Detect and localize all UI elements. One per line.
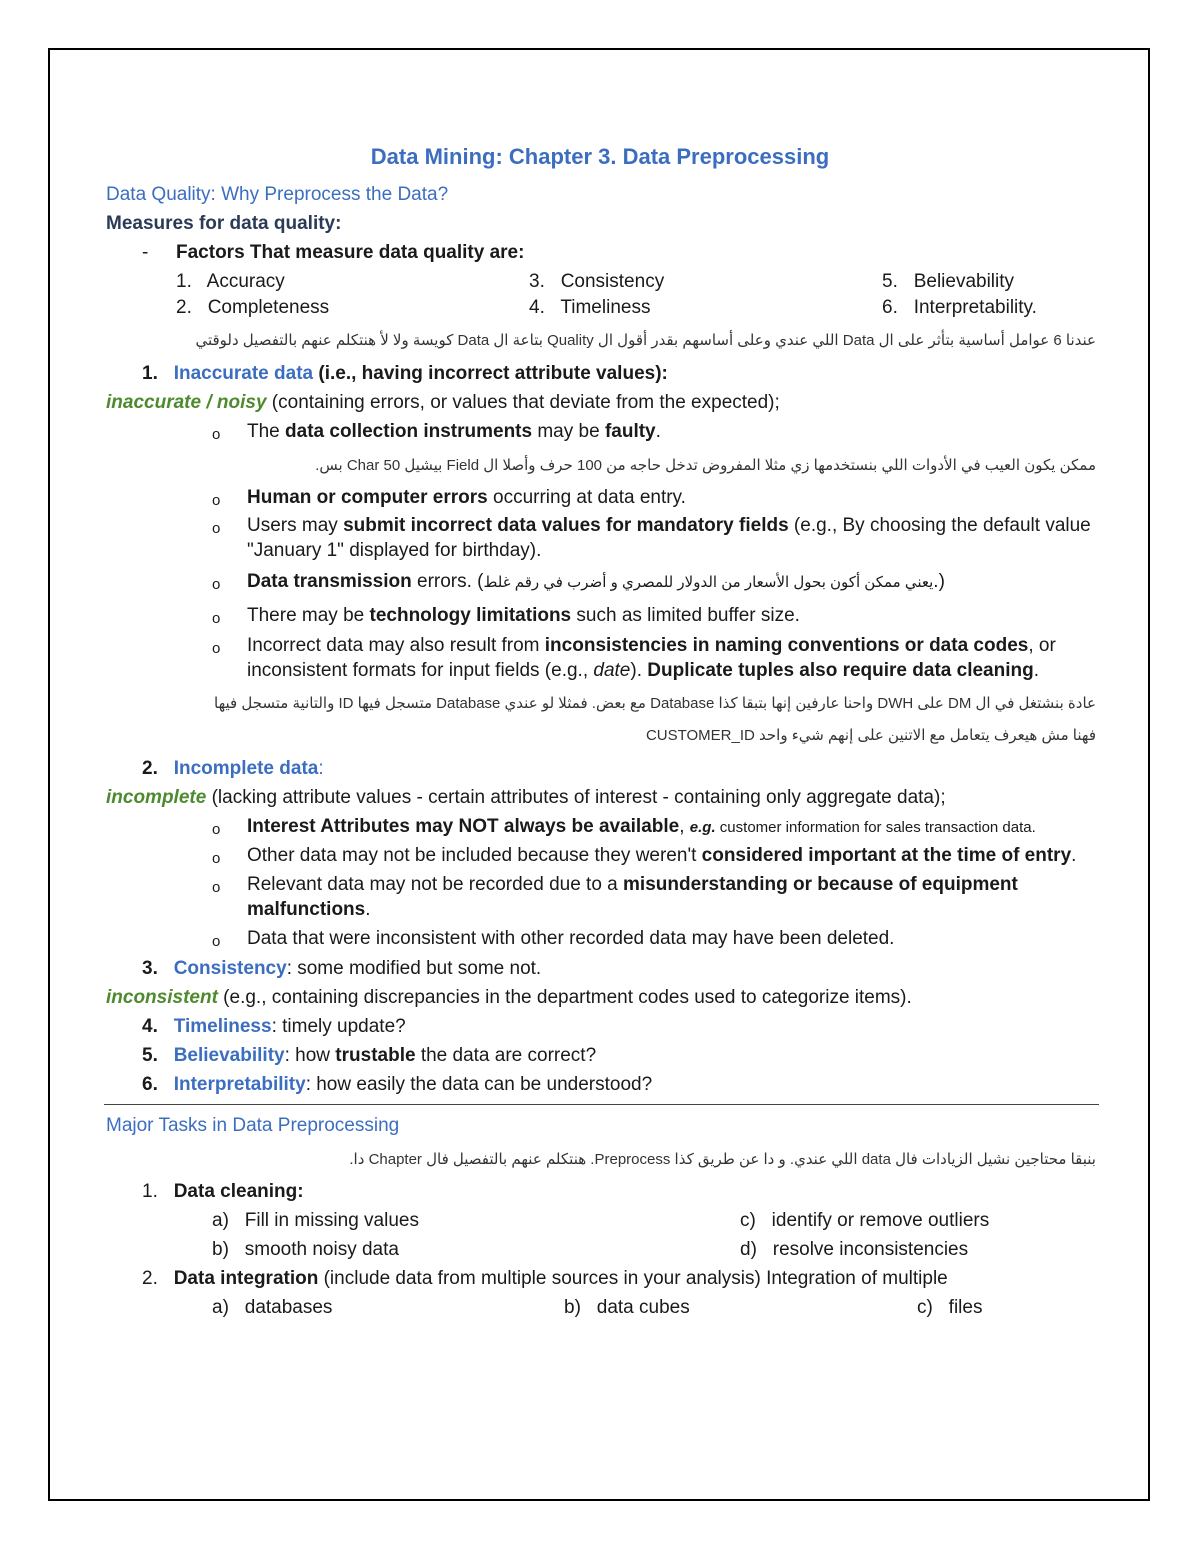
task-sub-item: b) data cubes <box>564 1297 690 1318</box>
arabic-note-instruments: ممكن يكون العيب في الأدوات اللي بنستخدمها زي مثلا المفروض تدخل حاجه من 100 حرف وأصلا ال Field بيشيل 50 Char بس. <box>315 457 1096 474</box>
bullet-human-errors: Human or computer errors occurring at data entry. <box>247 487 686 508</box>
bullet-transmission: Data transmission errors. (يعني ممكن أكون بحول الأسعار من الدولار للمصري و أضرب في رقم غلط.) <box>247 571 945 592</box>
measures-heading: Measures for data quality: <box>106 213 342 234</box>
bullet-icon: o <box>212 610 221 627</box>
bullet-icon: o <box>212 492 221 509</box>
bullet-mandatory-fields-cont: "January 1" displayed for birthday). <box>247 540 542 561</box>
bullet-icon: o <box>212 640 221 657</box>
task-sub-item: b) smooth noisy data <box>212 1239 399 1260</box>
bullet-icon: o <box>212 576 221 593</box>
bullet-naming-cont: inconsistent formats for input fields (e.g., date). Duplicate tuples also require data cleaning. <box>247 660 1039 681</box>
task-data-integration: 2. Data integration (include data from multiple sources in your analysis) Integration of multiple <box>142 1268 948 1289</box>
bullet-not-recorded: Relevant data may not be recorded due to a misunderstanding or because of equipment <box>247 874 1018 895</box>
inaccurate-definition: inaccurate / noisy (containing errors, or values that deviate from the expected); <box>106 392 780 413</box>
incomplete-definition: incomplete (lacking attribute values - certain attributes of interest - containing only aggregate data); <box>106 787 946 808</box>
bullet-icon: o <box>212 520 221 537</box>
task-data-cleaning: 1. Data cleaning: <box>142 1181 304 1202</box>
arabic-note-factors: عندنا 6 عوامل أساسية بتأثر على ال Data اللي عندي وعلى أساسهم بقدر أقول ال Quality بتاعة ال Data كويسة ولا لأ هنتكلم عنهم بالتفصيل دلوقتي <box>195 332 1096 349</box>
task-sub-item: c) files <box>917 1297 983 1318</box>
arabic-note-dwh: عادة بنشتغل في ال DM على DWH واحنا عارفين إنها بتبقا كذا Database مع بعض. فمثلا لو عندي Database متسجل فيها ID والتانية متسجل فيها <box>214 695 1096 712</box>
section-divider <box>104 1104 1099 1105</box>
task-sub-item: a) databases <box>212 1297 333 1318</box>
bullet-mandatory-fields: Users may submit incorrect data values for mandatory fields (e.g., By choosing the default value <box>247 515 1091 536</box>
item-believability: 5. Believability: how trustable the data are correct? <box>142 1045 597 1066</box>
bullet-instruments: The data collection instruments may be faulty. <box>247 421 661 442</box>
factor-item: 4. Timeliness <box>529 297 651 318</box>
bullet-icon: o <box>212 879 221 896</box>
inconsistent-definition: inconsistent (e.g., containing discrepancies in the department codes used to categorize items). <box>106 987 912 1008</box>
bullet-icon: o <box>212 850 221 867</box>
bullet-icon: o <box>212 821 221 838</box>
bullet-naming: Incorrect data may also result from inconsistencies in naming conventions or data codes, or <box>247 635 1056 656</box>
arabic-note-tasks: بنبقا محتاجين نشيل الزيادات فال data اللي عندي. و دا عن طريق كذا Preprocess. هنتكلم عنهم بالتفصيل فال Chapter دا. <box>349 1151 1096 1168</box>
task-sub-item: c) identify or remove outliers <box>740 1210 990 1231</box>
bullet-not-recorded-cont: malfunctions. <box>247 899 371 920</box>
item-inaccurate-heading: 1. Inaccurate data (i.e., having incorrect attribute values): <box>142 363 668 384</box>
bullet-interest-attributes: Interest Attributes may NOT always be available, e.g. customer information for sales transaction data. <box>247 816 1036 837</box>
task-sub-item: a) Fill in missing values <box>212 1210 419 1231</box>
task-sub-item: d) resolve inconsistencies <box>740 1239 969 1260</box>
bullet-deleted: Data that were inconsistent with other recorded data may have been deleted. <box>247 928 895 949</box>
item-incomplete-heading: 2. Incomplete data: <box>142 758 324 779</box>
bullet-technology: There may be technology limitations such as limited buffer size. <box>247 605 800 626</box>
item-interpretability: 6. Interpretability: how easily the data can be understood? <box>142 1074 653 1095</box>
factor-item: 3. Consistency <box>529 271 665 292</box>
arabic-note-customer-id: CUSTOMER_ID فهنا مش هيعرف يتعامل مع الاتنين على إنهم شيء واحد <box>645 727 1096 744</box>
bullet-icon: o <box>212 426 221 443</box>
page-title: Data Mining: Chapter 3. Data Preprocessing <box>370 144 830 169</box>
factor-item: 6. Interpretability. <box>882 297 1037 318</box>
factors-label: Factors That measure data quality are: <box>176 242 525 263</box>
section-heading-data-quality: Data Quality: Why Preprocess the Data? <box>106 184 449 205</box>
item-timeliness: 4. Timeliness: timely update? <box>142 1016 406 1037</box>
factor-item: 5. Believability <box>882 271 1015 292</box>
item-consistency: 3. Consistency: some modified but some not. <box>142 958 542 979</box>
factor-item: 1. Accuracy <box>176 271 285 292</box>
dash-bullet: - <box>142 242 149 263</box>
factor-item: 2. Completeness <box>176 297 330 318</box>
bullet-not-included: Other data may not be included because they weren't considered important at the time of entry. <box>247 845 1077 866</box>
section-heading-major-tasks: Major Tasks in Data Preprocessing <box>106 1115 400 1136</box>
bullet-icon: o <box>212 933 221 950</box>
